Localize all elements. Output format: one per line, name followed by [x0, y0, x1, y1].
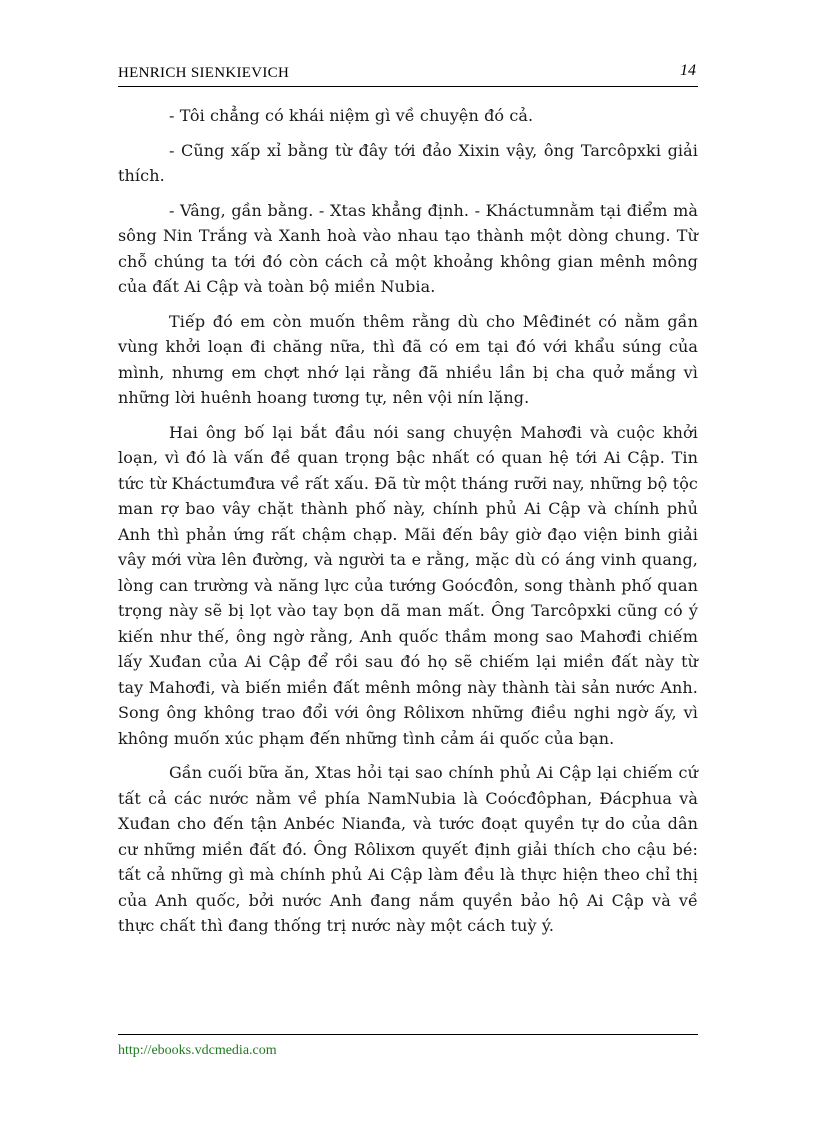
footer-divider [118, 1034, 698, 1035]
page-header [118, 62, 698, 87]
paragraph: - Vâng, gần bằng. - Xtas khẳng định. - Kháctumnằm tại điểm mà sông Nin Trắng và Xanh hoà vào nhau tạo thành một dòng chung. Từ chỗ chúng ta tới đó còn cách cả một khoảng không gian mênh mông của đất Ai Cập và toàn bộ miền Nubia. [118, 200, 698, 296]
paragraph: Tiếp đó em còn muốn thêm rằng dù cho Mêđinét có nằm gần vùng khởi loạn đi chăng nữa, thì đã có em tại đó với khẩu súng của mình, nhưng em chợt nhớ lại rằng đã nhiều lần bị cha quở mắng vì những lời huênh hoang tương tự, nên vội nín lặng. [118, 311, 698, 407]
paragraph: Hai ông bố lại bắt đầu nói sang chuyện Mahơđi và cuộc khởi loạn, vì đó là vấn đề quan trọng bậc nhất có quan hệ tới Ai Cập. Tin tức từ Kháctumđưa về rất xấu. Đã từ một tháng rưỡi nay, những bộ tộc man rợ bao vây chặt thành phố này, chính phủ Ai Cập và chính phủ Anh thì phản ứng rất chậm chạp. Mãi đến bây giờ đạo viện binh giải vây mới vừa lên đường, và người ta e rằng, mặc dù có áng vinh quang, lòng can trường và năng lực của tướng Goócđôn, song thành phố quan trọng này sẽ bị lọt vào tay bọn dã man mất. Ông Tarcôpxki cũng có ý kiến như thế, ông ngờ rằng, Anh quốc thầm mong sao Mahơđi chiếm lấy Xuđan của Ai Cập để rồi sau đó họ sẽ chiếm lại miền đất này từ tay Mahơđi, và biến miền đất mênh mông này thành tài sản nước Anh. Song ông không trao đổi với ông Rôlixơn những điều nghi ngờ ấy, vì không muốn xúc phạm đến những tình cảm ái quốc của bạn. [118, 422, 698, 748]
book-author-title: HENRICH SIENKIEVICH [118, 65, 290, 81]
footer-ebooks-link[interactable]: http://ebooks.vdcmedia.com [118, 1043, 277, 1058]
paragraph: Gần cuối bữa ăn, Xtas hỏi tại sao chính phủ Ai Cập lại chiếm cứ tất cả các nước nằm về phía NamNubia là Coócđôphan, Đácphua và Xuđan cho đến tận Anbéc Nianđa, và tước đoạt quyền tự do của dân cư những miền đất đó. Ông Rôlixơn quyết định giải thích cho cậu bé: tất cả những gì mà chính phủ Ai Cập làm đều là thực hiện theo chỉ thị của Anh quốc, bởi nước Anh đang nắm quyền bảo hộ Ai Cập và về thực chất thì đang thống trị nước này một cách tuỳ ý. [118, 763, 698, 935]
paragraph: - Cũng xấp xỉ bằng từ đây tới đảo Xixin vậy, ông Tarcôpxki giải thích. [118, 140, 698, 185]
body-text [118, 103, 698, 948]
paragraph: - Tôi chẳng có khái niệm gì về chuyện đó cả. [169, 106, 534, 125]
page-number: 14 [680, 62, 696, 79]
